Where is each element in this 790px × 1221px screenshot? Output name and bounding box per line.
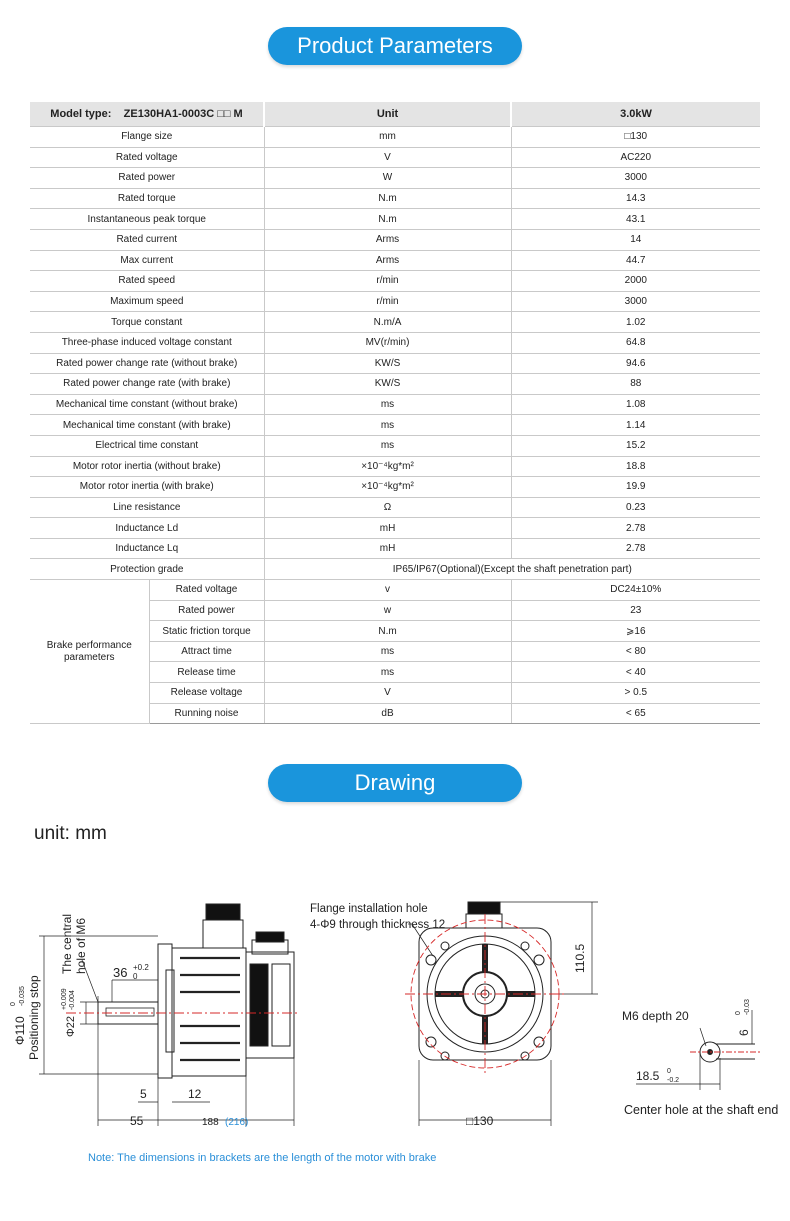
table-row (30, 127, 760, 148)
brake-row-value: DC24±10% (511, 580, 760, 601)
row-unit: ×10⁻⁴kg*m² (264, 456, 511, 477)
brake-row-unit: ms (264, 662, 511, 683)
brake-row-label: Static friction torque (149, 621, 264, 642)
row-value: AC220 (511, 147, 760, 168)
table-row (30, 271, 760, 292)
dim-36-tol-lower: 0 (133, 972, 138, 981)
table-row (30, 477, 760, 498)
row-value: 94.6 (511, 353, 760, 374)
brake-row-label: Attract time (149, 641, 264, 662)
row-label: Rated current (30, 229, 264, 250)
dim-110-tol-upper: 0 (10, 1002, 17, 1006)
row-label: Electrical time constant (30, 435, 264, 456)
row-unit: ms (264, 415, 511, 436)
row-value: 43.1 (511, 209, 760, 230)
table-row (30, 188, 760, 209)
row-label: Inductance Lq (30, 538, 264, 559)
brake-row-value: < 40 (511, 662, 760, 683)
brake-rows (30, 580, 760, 724)
dim-36-tol-upper: +0.2 (133, 963, 149, 972)
model-type-header (30, 102, 264, 127)
table-row (30, 229, 760, 250)
row-label: Line resistance (30, 497, 264, 518)
row-label: Rated power change rate (with brake) (30, 374, 264, 395)
brake-row-label: Rated power (149, 600, 264, 621)
table-row (30, 147, 760, 168)
dim-216: (216) (225, 1117, 249, 1128)
brake-row-value: > 0.5 (511, 683, 760, 704)
dim-55: 55 (130, 1114, 144, 1128)
table-row (30, 415, 760, 436)
brake-row-value: < 65 (511, 703, 760, 724)
model-type-label: Model type: (50, 108, 112, 120)
unit-header: Unit (264, 102, 511, 127)
row-value: 44.7 (511, 250, 760, 271)
brake-row-unit: v (264, 580, 511, 601)
row-label: Torque constant (30, 312, 264, 333)
row-value: 3000 (511, 291, 760, 312)
row-label: Mechanical time constant (with brake) (30, 415, 264, 436)
spec-rows (30, 127, 760, 559)
row-label: Mechanical time constant (without brake) (30, 394, 264, 415)
dim-6-tol-lower: -0.03 (744, 999, 751, 1015)
row-label: Motor rotor inertia (without brake) (30, 456, 264, 477)
dim-22-tol-upper: +0.009 (61, 988, 68, 1010)
parameters-table (30, 102, 760, 724)
row-unit: V (264, 147, 511, 168)
brake-row-unit: ms (264, 641, 511, 662)
row-unit: MV(r/min) (264, 332, 511, 353)
row-unit: Ω (264, 497, 511, 518)
row-unit: r/min (264, 271, 511, 292)
side-view-motor (98, 904, 294, 1078)
dim-18-5-tol-lower: -0.2 (667, 1077, 680, 1084)
row-value: 19.9 (511, 477, 760, 498)
brake-row-value: ⩾16 (511, 621, 760, 642)
table-row (30, 353, 760, 374)
m6-depth-label: M6 depth 20 (622, 1009, 689, 1023)
row-unit: mm (264, 127, 511, 148)
model-type-value: ZE130HA1-0003C □□ M (123, 108, 243, 120)
row-value: 14 (511, 229, 760, 250)
row-value: 1.02 (511, 312, 760, 333)
row-label: Inductance Ld (30, 518, 264, 539)
table-row (30, 456, 760, 477)
row-value: □130 (511, 127, 760, 148)
brake-row-label: Release voltage (149, 683, 264, 704)
row-value: 3000 (511, 168, 760, 189)
product-parameters-title: Product Parameters (268, 27, 522, 65)
table-row (30, 538, 760, 559)
dim-22: Φ22 (65, 1015, 77, 1037)
dim-12: 12 (188, 1087, 202, 1101)
table-row (30, 394, 760, 415)
row-value: 18.8 (511, 456, 760, 477)
dim-18-5-tol-upper: 0 (667, 1068, 671, 1075)
dim-110-5: 110.5 (573, 943, 587, 973)
row-value: 2.78 (511, 518, 760, 539)
row-unit: ms (264, 435, 511, 456)
dim-18-5: 18.5 (636, 1069, 660, 1083)
table-row (30, 168, 760, 189)
row-value: 0.23 (511, 497, 760, 518)
table-header-row (30, 102, 760, 127)
row-unit: N.m (264, 209, 511, 230)
dim-5: 5 (140, 1087, 147, 1101)
value-header: 3.0kW (511, 102, 760, 127)
brake-row-value: < 80 (511, 641, 760, 662)
row-unit: Arms (264, 250, 511, 271)
row-value: 14.3 (511, 188, 760, 209)
unit-label: unit: mm (34, 823, 107, 844)
row-unit: KW/S (264, 374, 511, 395)
flange-hole-label-line2: 4-Φ9 through thickness 12 (310, 919, 446, 931)
dim-36: 36 (113, 965, 128, 980)
table-row (30, 435, 760, 456)
row-label: Motor rotor inertia (with brake) (30, 477, 264, 498)
table-row (30, 250, 760, 271)
table-row (30, 291, 760, 312)
row-label: Instantaneous peak torque (30, 209, 264, 230)
table-row (30, 312, 760, 333)
row-value: 1.08 (511, 394, 760, 415)
row-value: 2.78 (511, 538, 760, 559)
row-unit: W (264, 168, 511, 189)
row-label: Maximum speed (30, 291, 264, 312)
protection-row (30, 559, 760, 580)
row-unit: KW/S (264, 353, 511, 374)
brake-row-unit: dB (264, 703, 511, 724)
row-unit: N.m (264, 188, 511, 209)
brake-performance-label: Brake performance parameters (30, 580, 149, 724)
brake-row-label: Rated voltage (149, 580, 264, 601)
table-row (30, 209, 760, 230)
row-label: Rated torque (30, 188, 264, 209)
brake-row-label: Release time (149, 662, 264, 683)
brake-row-label: Running noise (149, 703, 264, 724)
row-unit: Arms (264, 229, 511, 250)
row-label: Rated power (30, 168, 264, 189)
brake-row-unit: w (264, 600, 511, 621)
flange-hole-label-line1: Flange installation hole (310, 903, 428, 915)
row-label: Protection grade (30, 559, 264, 580)
row-unit: N.m/A (264, 312, 511, 333)
row-value: 1.14 (511, 415, 760, 436)
positioning-stop-label: Positioning stop (27, 975, 41, 1060)
row-value: 2000 (511, 271, 760, 292)
table-row (30, 332, 760, 353)
row-label: Flange size (30, 127, 264, 148)
row-value: IP65/IP67(Optional)(Except the shaft penetration part) (264, 559, 760, 580)
brake-row-value: 23 (511, 600, 760, 621)
table-row (30, 518, 760, 539)
row-value: 64.8 (511, 332, 760, 353)
dim-130: □130 (466, 1114, 494, 1128)
brake-row-unit: N.m (264, 621, 511, 642)
table-row (30, 497, 760, 518)
dim-188: 188 (202, 1117, 219, 1128)
dim-6-tol-upper: 0 (735, 1011, 742, 1015)
row-label: Rated voltage (30, 147, 264, 168)
dimension-note: Note: The dimensions in brackets are the length of the motor with brake (88, 1152, 437, 1164)
row-unit: r/min (264, 291, 511, 312)
row-label: Three-phase induced voltage constant (30, 332, 264, 353)
row-unit: ms (264, 394, 511, 415)
table-row (30, 374, 760, 395)
dim-22-tol-lower: -0.004 (69, 990, 76, 1010)
row-label: Max current (30, 250, 264, 271)
dim-6: 6 (737, 1029, 751, 1036)
motor-drawing (0, 880, 790, 1150)
brake-row-unit: V (264, 683, 511, 704)
row-unit: mH (264, 518, 511, 539)
dim-110: Φ110 (13, 1016, 27, 1045)
shaft-end-caption: Center hole at the shaft end (624, 1103, 779, 1117)
row-value: 15.2 (511, 435, 760, 456)
row-unit: ×10⁻⁴kg*m² (264, 477, 511, 498)
row-label: Rated power change rate (without brake) (30, 353, 264, 374)
central-hole-label-line1: The central (60, 913, 74, 974)
dim-110-tol-lower: -0.035 (19, 986, 26, 1006)
row-label: Rated speed (30, 271, 264, 292)
central-hole-label-line2: hole of M6 (74, 917, 88, 974)
row-value: 88 (511, 374, 760, 395)
drawing-title: Drawing (268, 764, 522, 802)
brake-row (30, 580, 760, 601)
row-unit: mH (264, 538, 511, 559)
